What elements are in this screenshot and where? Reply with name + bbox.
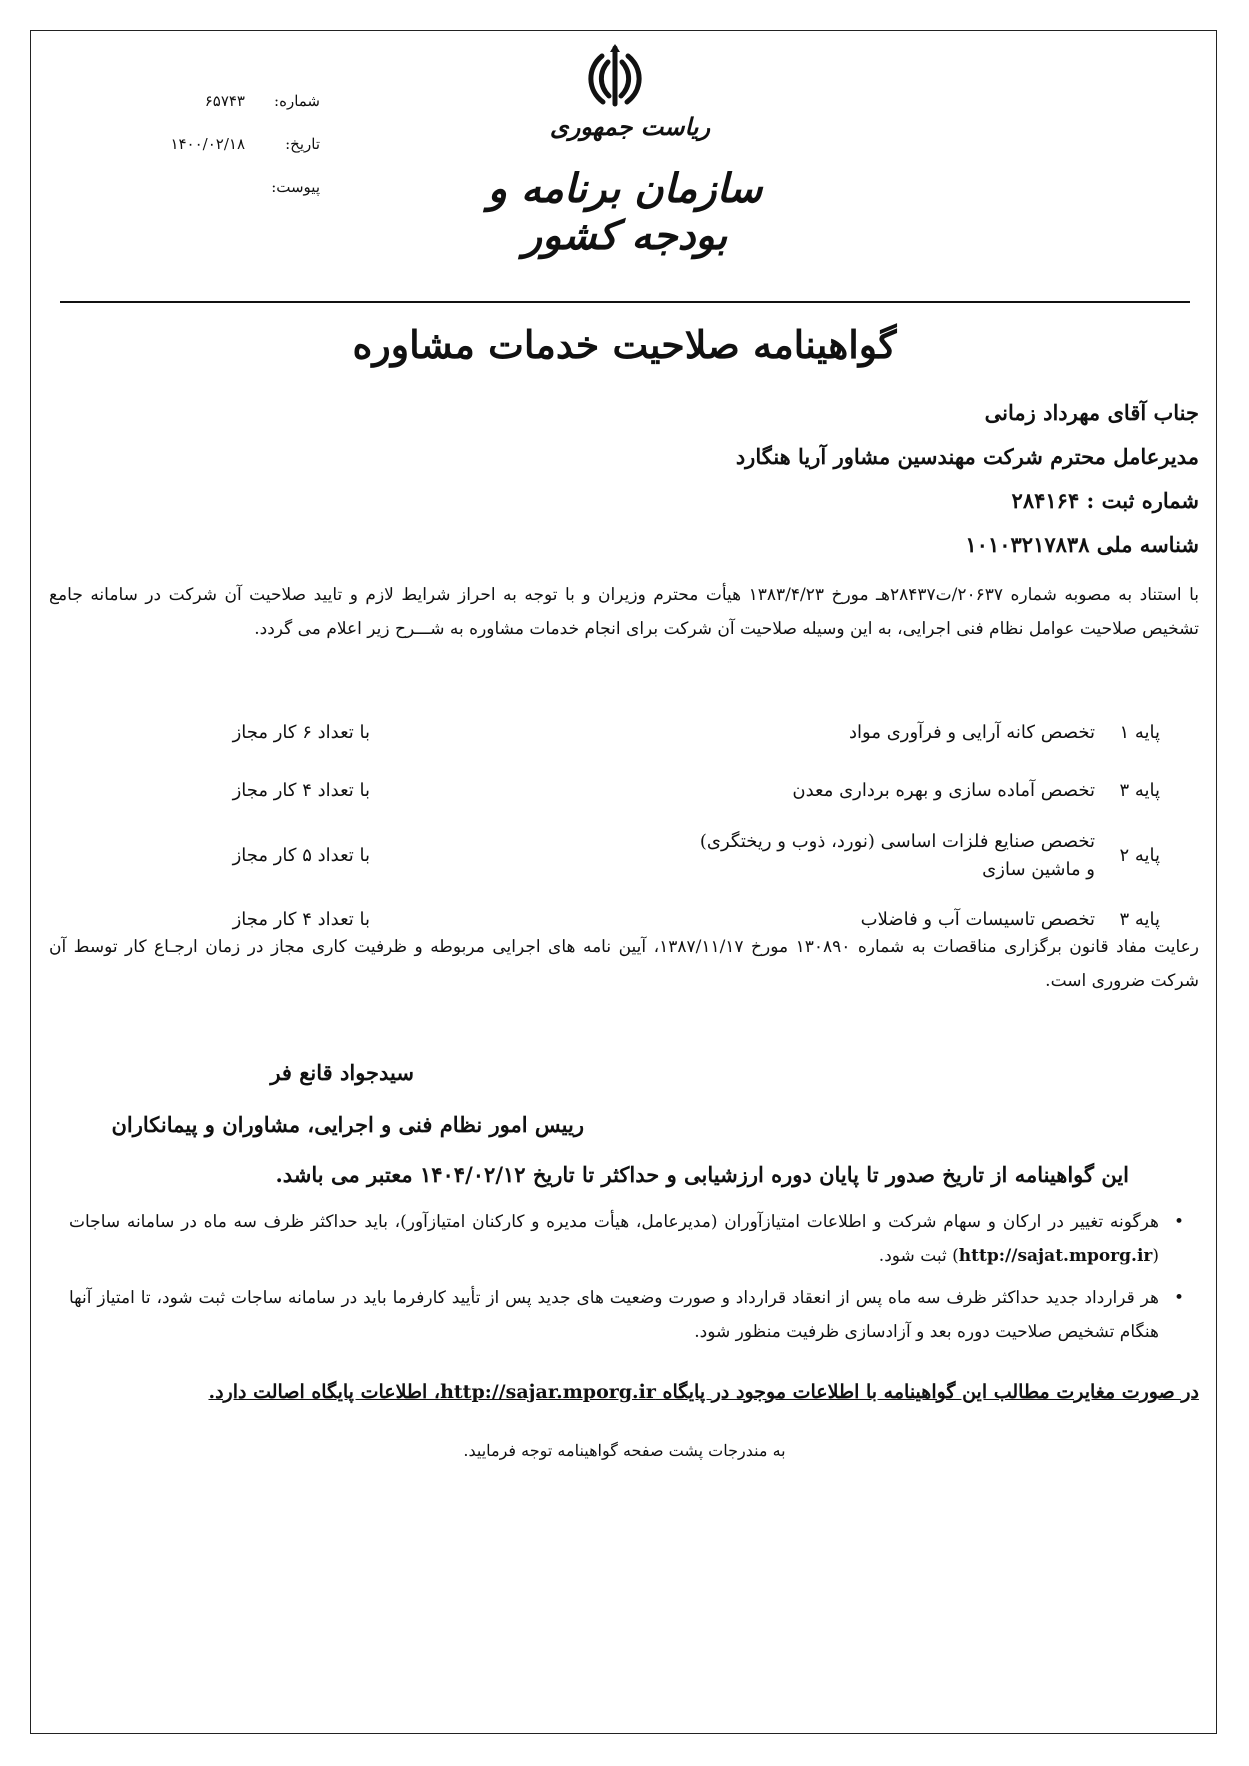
recipient-name: جناب آقای مهرداد زمانی <box>984 400 1199 425</box>
registration-number: شماره ثبت : ۲۸۴۱۶۴ <box>1011 488 1199 513</box>
warning-text: در صورت مغایرت مطالب این گواهینامه با اطلاعات موجود در پایگاه <box>655 1381 1199 1403</box>
date-value: ۱۴۰۰/۰۲/۱۸ <box>170 135 245 153</box>
header-divider <box>60 301 1190 303</box>
sajar-link[interactable]: http://sajar.mporg.ir <box>440 1381 656 1403</box>
note-text: هر قرارداد جدید حداکثر ظرف سه ماه پس از انعقاد قرارداد و صورت وضعیت های جدید پس از تأیید کارفرما باید در سامانه ساجات ثبت شود، تا امتیاز آنها هنگام تشخیص صلاحیت دوره بعد و آزادسازی ظرفیت منظور شود. <box>69 1288 1159 1342</box>
spec-level: پایه ۱ <box>1119 722 1160 743</box>
notes-list <box>69 1205 1199 1349</box>
recipient-position: مدیرعامل محترم شرکت مهندسین مشاور آریا هنگارد <box>735 444 1199 469</box>
spec-name: تخصص صنایع فلزات اساسی (نورد، ذوب و ریختگری) و ماشین سازی <box>699 831 1095 880</box>
signatory-title: رییس امور نظام فنی و اجرایی، مشاوران و پیمانکاران <box>111 1112 584 1137</box>
iran-emblem-icon <box>575 42 655 114</box>
bullet-icon: • <box>1173 1288 1185 1308</box>
letter-date <box>130 133 320 176</box>
authenticity-warning <box>49 1381 1199 1403</box>
national-id: شناسه ملی ۱۰۱۰۳۲۱۷۸۳۸ <box>965 532 1199 557</box>
spec-row <box>110 704 1160 762</box>
org-presidency: ریاست جمهوری <box>549 112 711 141</box>
note-text: هرگونه تغییر در ارکان و سهام شرکت و اطلاعات امتیازآوران (مدیرعامل، هیأت مدیره و کارکنان امتیازآور)، باید حداکثر ظرف سه ماه در سامانه ساجات ( <box>69 1212 1159 1266</box>
spec-name: تخصص کانه آرایی و فرآوری مواد <box>849 722 1095 743</box>
attachment-label: پیوست: <box>271 178 320 196</box>
note-item <box>69 1281 1199 1349</box>
bullet-icon: • <box>1173 1212 1185 1232</box>
spec-name: تخصص تاسیسات آب و فاضلاب <box>860 909 1095 930</box>
org-name: سازمان برنامه و بودجه کشور <box>487 165 763 259</box>
validity-statement: این گواهینامه از تاریخ صدور تا پایان دوره ارزشیابی و حداکثر تا تاریخ ۱۴۰۴/۰۲/۱۲ معتبر می باشد. <box>275 1162 1129 1187</box>
signatory-name: سیدجواد قانع فر <box>270 1060 414 1085</box>
spec-level: پایه ۳ <box>1119 909 1160 930</box>
warning-text-end: ، اطلاعات پایگاه اصالت دارد. <box>208 1381 441 1403</box>
sajat-link[interactable]: http://sajat.mporg.ir <box>958 1246 1153 1266</box>
spec-count: با تعداد ۴ کار مجاز <box>232 780 370 801</box>
letter-attachment <box>130 176 320 219</box>
spec-count: با تعداد ۶ کار مجاز <box>232 722 370 743</box>
note-item <box>69 1205 1199 1273</box>
date-label: تاریخ: <box>285 135 320 153</box>
letter-meta <box>130 90 320 219</box>
compliance-paragraph: رعایت مفاد قانون برگزاری مناقصات به شماره ۱۳۰۸۹۰ مورخ ۱۳۸۷/۱۱/۱۷، آیین نامه های اجرایی مربوطه و ظرفیت کاری مجاز در زمان ارجـاع کار توسط آن شرکت ضروری است. <box>49 937 1199 991</box>
note-text-end: ) ثبت شود. <box>878 1246 959 1266</box>
spec-level: پایه ۲ <box>1119 845 1160 866</box>
spec-row <box>110 820 1160 892</box>
intro-paragraph: با استناد به مصوبه شماره ۲۰۶۳۷/ت۲۸۴۳۷هـ مورخ ۱۳۸۳/۴/۲۳ هیأت محترم وزیران و با توجه به احراز شرایط لازم و تایید صلاحیت آن شرکت در سامانه جامع تشخیص صلاحیت عوامل نظام فنی اجرایی، به این وسیله صلاحیت آن شرکت برای انجام خدمات مشاوره به شـــرح زیر اعلام می گردد. <box>49 585 1199 639</box>
footer-note: به مندرجات پشت صفحه گواهینامه توجه فرمایید. <box>463 1441 786 1460</box>
spec-count: با تعداد ۴ کار مجاز <box>232 909 370 930</box>
spec-name: تخصص آماده سازی و بهره برداری معدن <box>792 780 1095 801</box>
spec-level: پایه ۳ <box>1119 780 1160 801</box>
recipient-block <box>49 398 1199 560</box>
number-label: شماره: <box>274 92 320 110</box>
specializations-table <box>110 704 1160 948</box>
number-value: ۶۵۷۴۳ <box>204 92 245 110</box>
document-title: گواهینامه صلاحیت خدمات مشاوره <box>352 322 897 367</box>
letter-number <box>130 90 320 133</box>
spec-count: با تعداد ۵ کار مجاز <box>232 845 370 866</box>
spec-row <box>110 762 1160 820</box>
